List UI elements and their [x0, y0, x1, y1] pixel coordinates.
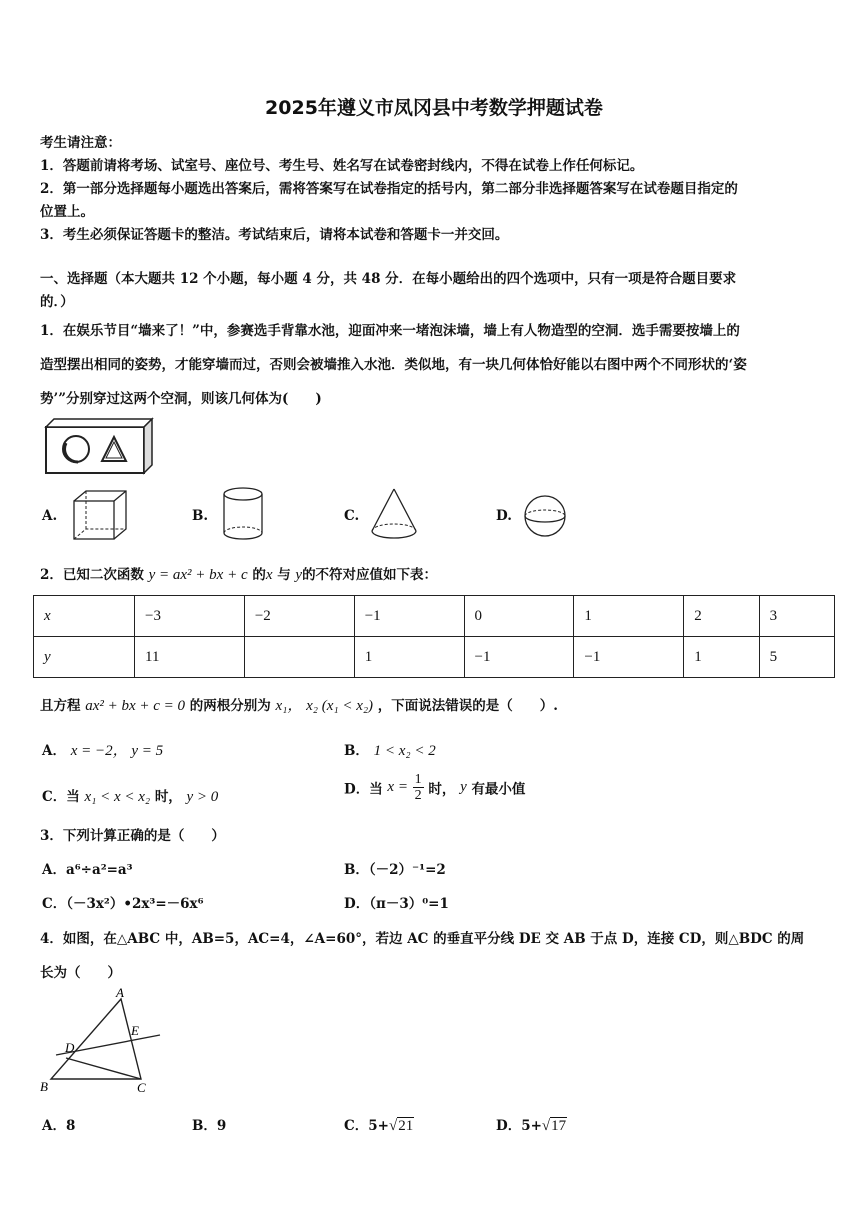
table-row — [34, 596, 835, 637]
q4-option-c-label: C．5+ — [344, 1118, 389, 1134]
q2-stem-d: 的不符对应值如下表： — [302, 567, 438, 583]
cone-icon — [370, 487, 418, 543]
sqrt-expression — [389, 1117, 414, 1134]
table-cell: −3 — [135, 596, 245, 637]
table-cell: 1 — [354, 637, 464, 678]
q2-option-b-label: B． — [344, 743, 369, 759]
q4-option-d — [496, 1114, 567, 1135]
triangle-figure — [38, 985, 163, 1097]
section-heading: 一、选择题（本大题共 12 个小题，每小题 4 分，共 48 分．在每小题给出的四个选项中，只有一项是符合题目要求 — [40, 271, 737, 287]
q1-line-1: 1．在娱乐节目“墙来了！”中，参赛选手背靠水池，迎面冲来一堵泡沫墙，墙上有人物造型的空洞．选手需要按墙上的 — [40, 323, 740, 339]
q2-var-x: x — [265, 567, 273, 583]
table-cell: 3 — [759, 596, 834, 637]
q4-option-c — [344, 1114, 414, 1135]
q4-option-d-label: D．5+ — [496, 1118, 542, 1134]
q2-follow — [40, 694, 558, 715]
q1-option-a-label: A. — [42, 508, 58, 524]
table-cell: −1 — [354, 596, 464, 637]
notice-item-2: 2．第一部分选择题每小题选出答案后，需将答案写在试卷指定的括号内，第二部分非选择题答案写在试卷题目指定的 — [40, 181, 738, 197]
table-row — [34, 637, 835, 678]
radical-sign: √ — [541, 1118, 551, 1134]
value-table — [33, 595, 835, 678]
q1-option-d-label: D. — [496, 508, 512, 524]
q4-line-2: 长为（ ） — [40, 965, 121, 981]
q1-line-2: 造型摆出相同的姿势，才能穿墙而过，否则会被墙推入水池．类似地，有一块几何体恰好能以右图中两个不同形状的‘姿 — [40, 357, 747, 373]
table-cell: 5 — [759, 637, 834, 678]
cylinder-icon — [222, 486, 264, 542]
label-b: B — [40, 1079, 48, 1094]
q2-option-d-end: 有最小值 — [471, 781, 526, 798]
page-title: 2025年遵义市凤冈县中考数学押题试卷 — [265, 97, 603, 119]
q4-option-b: B．9 — [192, 1118, 227, 1134]
q2-equation: ax² + bx + c = 0 — [85, 698, 186, 714]
notice-heading: 考生请注意： — [40, 135, 121, 151]
table-cell: 2 — [684, 596, 759, 637]
q2-stem-a: 2．已知二次函数 — [40, 567, 144, 583]
q2-option-d-x: x = — [387, 779, 408, 795]
wall-figure — [44, 417, 154, 477]
radicand: 17 — [551, 1118, 567, 1134]
notice-item-1: 1．答题前请将考场、试室号、座位号、考生号、姓名写在试卷密封线内，不得在试卷上作任何标记。 — [40, 158, 644, 174]
table-cell: x — [34, 596, 135, 637]
q2-option-d — [344, 772, 525, 803]
q2-option-a-label: A． — [42, 743, 66, 759]
q2-option-d-label: D．当 — [344, 781, 383, 798]
fraction-denominator: 2 — [414, 788, 422, 803]
q2-option-c — [42, 785, 218, 806]
q3-option-c: C．（－3x²）•2x³=－6x⁶ — [42, 896, 204, 912]
q3-option-a: A．a⁶÷a²=a³ — [42, 862, 133, 878]
section-heading-cont: 的．） — [40, 294, 74, 310]
q3-stem: 3．下列计算正确的是（ ） — [40, 828, 225, 844]
table-cell — [244, 637, 354, 678]
q2-option-a — [42, 739, 163, 760]
q2-function: y = ax² + bx + c — [148, 567, 248, 583]
q2-option-c-math2: y > 0 — [186, 789, 219, 805]
q1-line-3: 势’”分别穿过这两个空洞，则该几何体为( ) — [40, 391, 322, 407]
q1-option-b-label: B. — [192, 508, 209, 524]
q2-follow-b: 的两根分别为 — [189, 698, 271, 714]
label-c: C — [137, 1080, 146, 1095]
q2-var-y: y — [295, 567, 303, 583]
radicand: 21 — [398, 1118, 414, 1134]
q2-stem — [40, 563, 437, 584]
q3-option-d: D．（π－3）⁰=1 — [344, 896, 449, 912]
q2-option-d-mid: 时， — [428, 781, 456, 798]
q3-option-b: B．（－2）⁻¹=2 — [344, 862, 446, 878]
table-cell: 0 — [464, 596, 574, 637]
sqrt-expression — [542, 1117, 567, 1134]
q1-option-c-label: C. — [344, 508, 360, 524]
q4-option-a: A．8 — [42, 1118, 76, 1134]
q2-option-c-math: x₁ < x < x₂ — [84, 789, 151, 805]
q2-follow-a: 且方程 — [40, 698, 81, 714]
q2-stem-b: 的 — [252, 567, 266, 583]
q2-option-d-y: y — [460, 779, 467, 795]
q2-option-c-label: C．当 — [42, 789, 80, 805]
table-cell: −1 — [464, 637, 574, 678]
notice-item-3: 3．考生必须保证答题卡的整洁。考试结束后，请将本试卷和答题卡一并交回。 — [40, 227, 509, 243]
q2-follow-c: ，下面说法错误的是（ ）. — [377, 698, 558, 714]
fraction — [413, 772, 424, 803]
radical-sign: √ — [388, 1118, 398, 1134]
label-d: D — [65, 1040, 75, 1055]
table-cell: 11 — [135, 637, 245, 678]
table-cell: y — [34, 637, 135, 678]
table-cell: −1 — [574, 637, 684, 678]
label-a: A — [116, 985, 124, 1000]
table-cell: −2 — [244, 596, 354, 637]
q2-stem-c: 与 — [277, 567, 291, 583]
q4-line-1: 4．如图，在△ABC 中，AB=5，AC=4，∠A=60°，若边 AC 的垂直平分线 DE 交 AB 于点 D，连接 CD，则△BDC 的周 — [40, 931, 805, 947]
q2-option-b-math: 1 < x₂ < 2 — [373, 743, 436, 759]
q2-roots: x₁， x₂ (x₁ < x₂) — [275, 698, 374, 714]
table-cell: 1 — [684, 637, 759, 678]
table-cell: 1 — [574, 596, 684, 637]
cube-icon — [72, 489, 128, 541]
fraction-numerator: 1 — [414, 772, 422, 787]
q2-option-b — [344, 739, 436, 760]
sphere-icon — [523, 494, 567, 538]
q2-option-a-math: x = −2， y = 5 — [70, 743, 164, 759]
label-e: E — [131, 1023, 139, 1038]
q2-option-c-mid: 时， — [154, 789, 182, 805]
notice-item-2-cont: 位置上。 — [40, 204, 94, 220]
